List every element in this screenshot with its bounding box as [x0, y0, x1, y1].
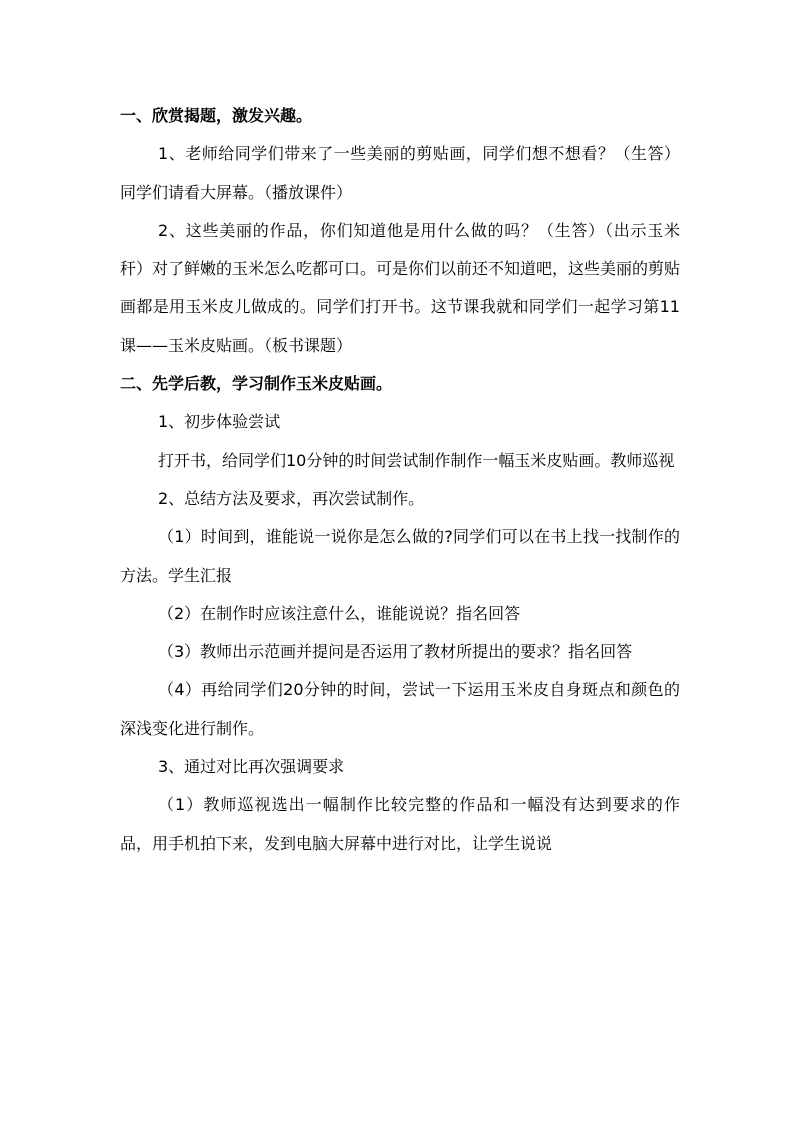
paragraph-10: 3、通过对比再次强调要求 — [158, 757, 345, 777]
document-page — [120, 97, 680, 863]
paragraph-7: （2）在制作时应该注意什么，谁能说说？指名回答 — [158, 603, 521, 623]
paragraph-9: （4）再给同学们20分钟的时间，尝试一下运用玉米皮自身斑点和颜色的深浅变化进行制作。 — [120, 680, 680, 738]
paragraph-5: 2、总结方法及要求，再次尝试制作。 — [158, 488, 425, 508]
paragraph-1: 1、老师给同学们带来了一些美丽的剪贴画，同学们想不想看？（生答）同学们请看大屏幕。（播放课件） — [120, 144, 680, 202]
paragraph-6: （1）时间到，谁能说一说你是怎么做的?同学们可以在书上找一找制作的方法。学生汇报 — [120, 527, 680, 585]
paragraph-11: （1）教师巡视选出一幅制作比较完整的作品和一幅没有达到要求的作品，用手机拍下来，发到电脑大屏幕中进行对比，让学生说说 — [120, 795, 680, 853]
section-heading-1: 一、欣赏揭题，激发兴趣。 — [120, 106, 313, 125]
paragraph-8: （3）教师出示范画并提问是否运用了教材所提出的要求？指名回答 — [158, 642, 633, 662]
section-heading-2: 二、先学后教，学习制作玉米皮贴画。 — [120, 374, 393, 394]
paragraph-4: 打开书，给同学们10分钟的时间尝试制作制作一幅玉米皮贴画。教师巡视 — [158, 450, 675, 470]
paragraph-3: 1、初步体验尝试 — [158, 412, 281, 432]
paragraph-2: 2、这些美丽的作品，你们知道他是用什么做的吗？（生答）（出示玉米秆）对了鲜嫩的玉米怎么吃都可口。可是你们以前还不知道吧，这些美丽的剪贴画都是用玉米皮儿做成的。同学们打开书。这节课我就和同学们一起学习第11课——玉米皮贴画。（板书课题） — [120, 220, 681, 355]
